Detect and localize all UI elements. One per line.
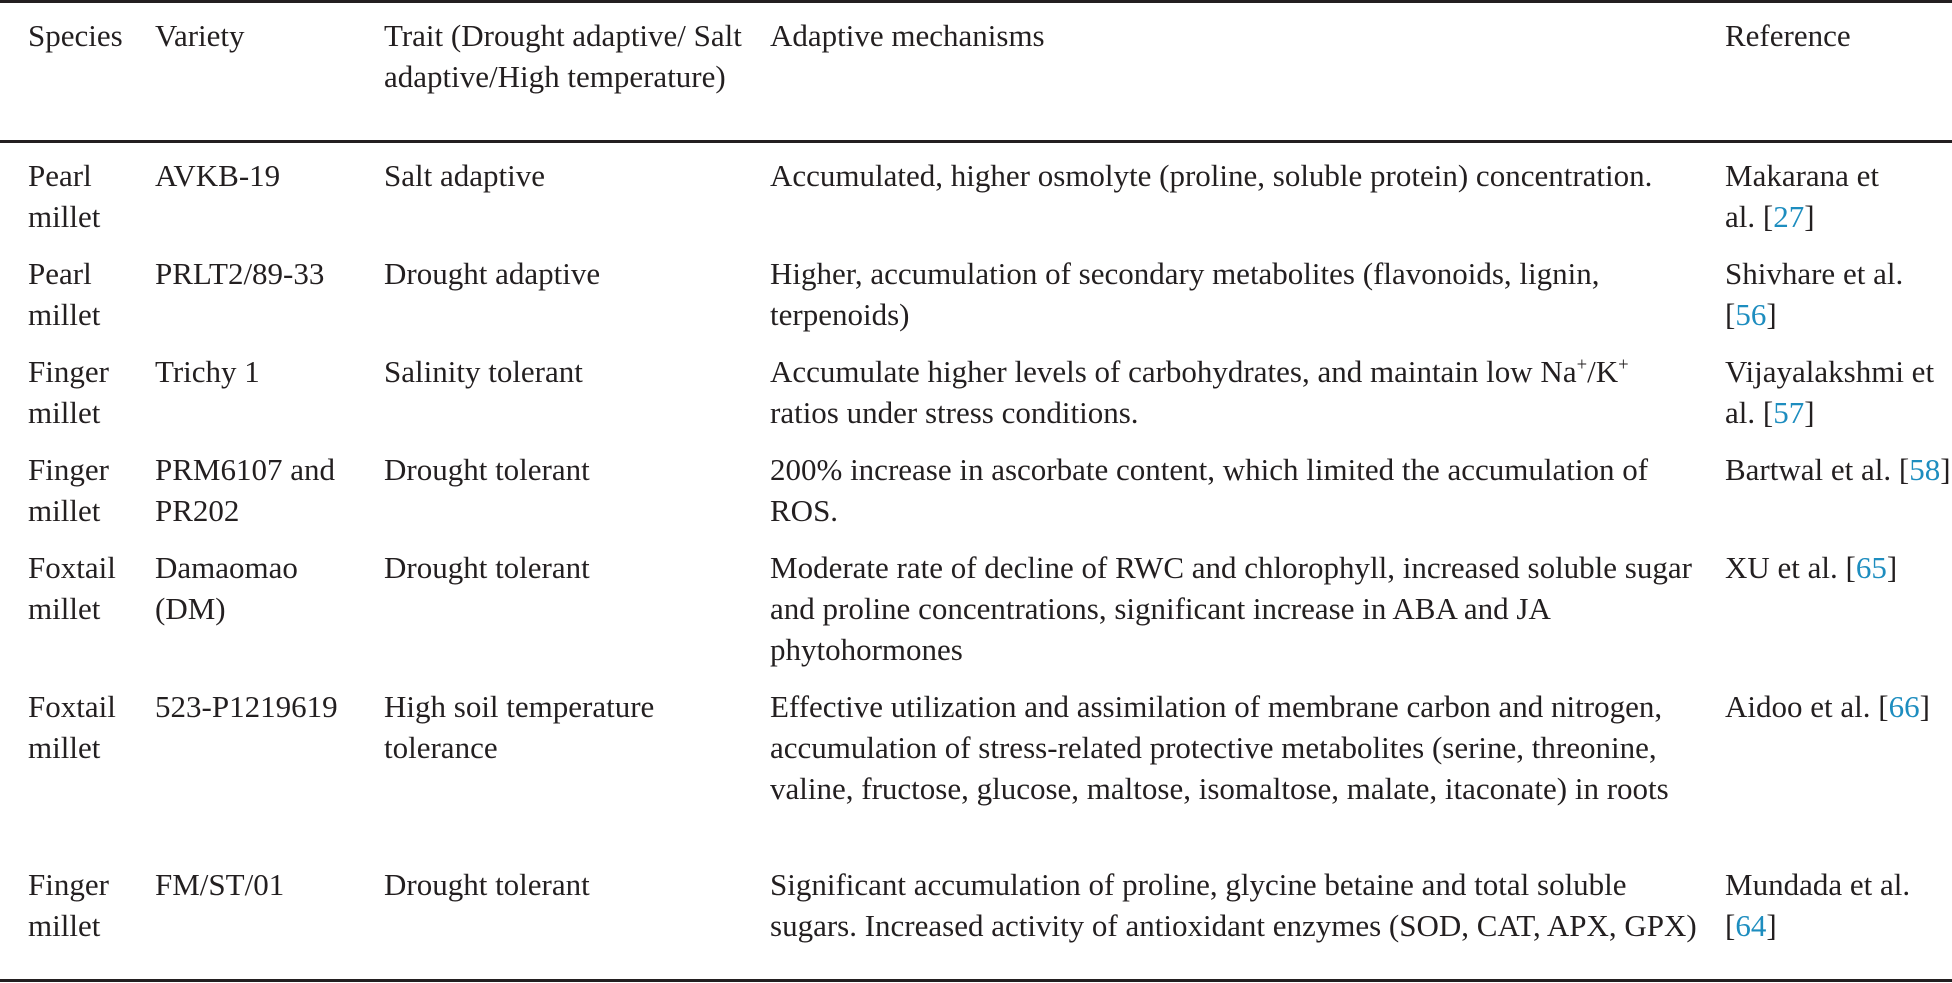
cell-species: Pearl millet — [28, 158, 101, 234]
cell-trait: High soil temperature tolerance — [384, 689, 655, 765]
reference-text: Shivhare et al. [ — [1725, 256, 1904, 332]
reference-link[interactable]: 27 — [1773, 199, 1805, 234]
table-row — [0, 437, 1952, 535]
mechanisms-text: Accumulate higher levels of carbohydrates, and maintain low Na — [770, 354, 1577, 389]
cell-reference — [1725, 535, 1952, 674]
reference-text: Vijayalakshmi et al. [ — [1725, 354, 1935, 430]
reference-close: ] — [1804, 199, 1815, 234]
cell-mechanisms: Accumulated, higher osmolyte (proline, soluble protein) concentration. — [770, 158, 1653, 193]
cell-reference — [1725, 339, 1952, 437]
mechanisms-text: /K — [1587, 354, 1619, 389]
reference-link[interactable]: 56 — [1735, 297, 1767, 332]
cell-reference — [1725, 674, 1952, 852]
header-reference: Reference — [1725, 18, 1851, 53]
cell-mechanisms: Effective utilization and assimilation of membrane carbon and nitrogen, accumulation of stress-related protective metabolites (serine, threonine, valine, fructose, glucose, maltose, isomaltose, malate, itaconate) in roots — [770, 689, 1669, 806]
cell-trait: Drought adaptive — [384, 256, 601, 291]
cell-trait: Drought tolerant — [384, 550, 590, 585]
reference-text: Makarana et al. [ — [1725, 158, 1880, 234]
cell-species: Foxtail millet — [28, 689, 116, 765]
reference-text: Bartwal et al. [ — [1725, 452, 1910, 487]
cell-mechanisms — [770, 339, 1725, 437]
table-row — [0, 142, 1952, 242]
reference-close: ] — [1886, 550, 1898, 585]
reference-link[interactable]: 65 — [1855, 550, 1887, 585]
reference-close: ] — [1919, 689, 1930, 724]
cell-variety: FM/ST/01 — [155, 867, 285, 902]
reference-link[interactable]: 64 — [1735, 908, 1767, 943]
cell-trait: Salt adaptive — [384, 158, 545, 193]
cell-trait: Drought tolerant — [384, 867, 590, 902]
cell-mechanisms: Significant accumulation of proline, glycine betaine and total soluble sugars. Increased activity of antioxidant enzymes (SOD, CAT, APX, GPX) — [770, 867, 1697, 943]
cell-trait: Drought tolerant — [384, 452, 590, 487]
reference-close: ] — [1766, 297, 1777, 332]
table-row — [0, 339, 1952, 437]
cell-species: Foxtail millet — [28, 550, 116, 626]
cell-species: Finger millet — [28, 452, 109, 528]
cell-trait: Salinity tolerant — [384, 354, 583, 389]
reference-text: Mundada et al. [ — [1725, 867, 1911, 943]
table-body — [0, 142, 1952, 981]
table-row — [0, 535, 1952, 674]
header-species: Species — [28, 18, 123, 53]
reference-close: ] — [1940, 452, 1951, 487]
cell-mechanisms: 200% increase in ascorbate content, which limited the accumulation of ROS. — [770, 452, 1649, 528]
cell-variety: PRM6107 and PR202 — [155, 452, 335, 528]
reference-close: ] — [1804, 395, 1815, 430]
cell-variety: Damaomao (DM) — [155, 550, 298, 626]
header-trait: Trait (Drought adaptive/ Salt adaptive/High temperature) — [384, 18, 742, 94]
cell-reference — [1725, 142, 1952, 242]
superscript-plus: + — [1576, 354, 1588, 376]
cell-variety: Trichy 1 — [155, 354, 260, 389]
cell-mechanisms: Moderate rate of decline of RWC and chlorophyll, increased soluble sugar and proline concentrations, significant increase in ABA and JA phytohormones — [770, 550, 1692, 667]
header-variety: Variety — [155, 18, 245, 53]
reference-link[interactable]: 58 — [1909, 452, 1941, 487]
header-row — [0, 2, 1952, 142]
cell-species: Finger millet — [28, 354, 109, 430]
reference-link[interactable]: 57 — [1773, 395, 1805, 430]
reference-text: Aidoo et al. [ — [1725, 689, 1889, 724]
table-row — [0, 241, 1952, 339]
cell-reference — [1725, 437, 1952, 535]
cell-variety: AVKB-19 — [155, 158, 281, 193]
cell-reference — [1725, 241, 1952, 339]
cell-variety: PRLT2/89-33 — [155, 256, 325, 291]
superscript-plus: + — [1618, 354, 1629, 376]
cell-species: Finger millet — [28, 867, 109, 943]
cell-mechanisms: Higher, accumulation of secondary metabolites (flavonoids, lignin, terpenoids) — [770, 256, 1600, 332]
mechanisms-text: ratios under stress conditions. — [770, 395, 1139, 430]
reference-text: XU et al. [ — [1725, 550, 1856, 585]
table-row — [0, 674, 1952, 852]
header-mechanisms: Adaptive mechanisms — [770, 18, 1045, 53]
table-header — [0, 2, 1952, 142]
cell-variety: 523-P1219619 — [155, 689, 338, 724]
cell-species: Pearl millet — [28, 256, 101, 332]
reference-close: ] — [1766, 908, 1777, 943]
table-row — [0, 852, 1952, 980]
reference-link[interactable]: 66 — [1888, 689, 1920, 724]
cell-reference — [1725, 852, 1952, 980]
